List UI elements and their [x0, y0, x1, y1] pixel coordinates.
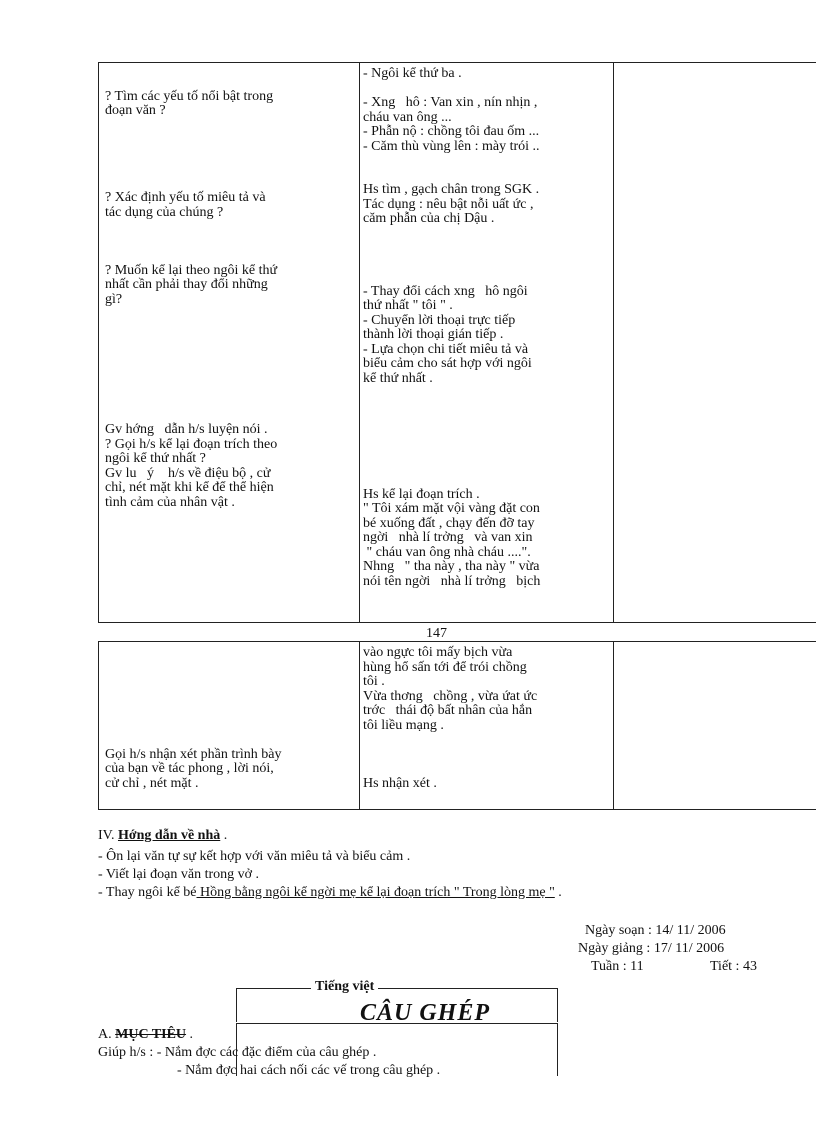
text-line: " cháu van ông nhà cháu ....".	[363, 544, 531, 560]
text-line	[105, 380, 277, 395]
text-line: biểu cảm cho sát hợp với ngôi	[363, 356, 532, 371]
homework-item: - Viết lại đoạn văn trong vở .	[98, 867, 260, 882]
text-line	[363, 430, 540, 445]
text-line: tình cảm của nhân vật .	[105, 494, 235, 510]
text-line	[363, 459, 540, 474]
text-line: của bạn về tác phong , lời nói,	[105, 761, 274, 776]
text-line: Hs tìm , gạch chân trong SGK .	[363, 182, 540, 197]
text-line	[105, 646, 282, 661]
text-line: tôi liều mạng .	[363, 717, 444, 733]
text-line: bé xuống đất , chạy đến đỡ tay	[363, 515, 535, 531]
text-line	[105, 704, 282, 719]
objective-item: - Nắm đợc hai cách nối các vế trong câu ghép .	[177, 1063, 441, 1078]
text-line: Tác dụng : nêu bật nỗi uất ức ,	[363, 196, 534, 212]
text-line: - Xng hô : Van xin , nín nhịn ,	[363, 95, 538, 110]
text-line: vào ngực tôi mấy bịch vừa	[363, 645, 513, 660]
text-line	[363, 227, 540, 242]
student-activity-text	[363, 646, 537, 791]
text-line: thứ nhất " tôi " .	[363, 298, 453, 313]
text-line: Nhng " tha này , tha này " vừa	[363, 559, 540, 574]
text-line	[363, 748, 537, 763]
text-line	[105, 75, 277, 90]
text-line: thành lời thoại gián tiếp .	[363, 327, 504, 342]
homework-item: - Thay ngôi kể bé Hồng bằng ngôi kể ngời mẹ kể lại đoạn trích " Trong lòng mẹ " .	[98, 885, 562, 900]
text-line: - Phẫn nộ : chồng tôi đau ốm ...	[363, 124, 540, 139]
text-line: gì?	[105, 291, 123, 307]
text-line: ? Gọi h/s kể lại đoạn trích theo	[105, 436, 278, 452]
text-line	[105, 119, 277, 134]
teacher-activity-text	[105, 75, 277, 510]
subject-label: Tiếng việt	[311, 979, 378, 995]
text-line	[105, 733, 282, 748]
text-line: - Thay đổi cách xng hô ngôi	[363, 283, 528, 299]
text-line	[363, 82, 540, 97]
text-line	[363, 473, 540, 488]
text-line	[105, 249, 277, 264]
text-line	[363, 241, 540, 256]
activity-table-1	[98, 62, 816, 623]
text-line: " Tôi xám mặt vội vàng đặt con	[363, 501, 540, 516]
objectives-heading: A. MỤC TIÊU .	[98, 1027, 194, 1042]
text-line: - Ngôi kể thứ ba .	[363, 66, 462, 81]
text-line	[105, 365, 277, 380]
text-line: Hs kể lại đoạn trích .	[363, 486, 480, 502]
text-line	[105, 322, 277, 337]
text-line: - Căm thù vùng lên : mày trói ..	[363, 138, 540, 154]
text-line	[363, 762, 537, 777]
text-line	[363, 415, 540, 430]
text-line: chỉ, nét mặt khi kể để thể hiện	[105, 480, 274, 495]
text-line	[105, 220, 277, 235]
date-prepared: Ngày soạn : 14/ 11/ 2006	[585, 923, 726, 938]
lesson-title: CÂU GHÉP	[360, 1000, 491, 1026]
text-line: ? Tìm các yếu tố nổi bật trong	[105, 88, 274, 104]
text-line	[105, 177, 277, 192]
student-activity-column	[360, 642, 614, 809]
student-activity-text	[363, 67, 540, 589]
text-line: - Lựa chọn chi tiết miêu tả và	[363, 341, 529, 357]
text-line	[363, 401, 540, 416]
homework-heading: IV. Hớng dẫn về nhà .	[98, 828, 228, 843]
text-line	[105, 675, 282, 690]
text-line: Hs nhận xét .	[363, 775, 437, 791]
teacher-activity-column	[99, 642, 360, 809]
text-line: ngời nhà lí trởng và van xin	[363, 530, 533, 545]
text-line	[105, 336, 277, 351]
notes-column	[614, 642, 816, 809]
text-line	[105, 719, 282, 734]
text-line	[105, 235, 277, 250]
text-line: - Chuyển lời thoại trực tiếp	[363, 312, 516, 328]
text-line: trớc thái độ bất nhân của hắn	[363, 703, 533, 718]
text-line: Gv hớng dẫn h/s luyện nói .	[105, 422, 268, 437]
activity-table-2	[98, 641, 816, 810]
date-taught: Ngày giảng : 17/ 11/ 2006	[578, 941, 725, 956]
week-number: Tuần : 11	[591, 959, 644, 974]
text-line	[105, 690, 282, 705]
text-line: hùng hổ sấn tới để trói chồng	[363, 659, 527, 675]
page-number: 147	[426, 626, 447, 641]
notes-column	[614, 63, 816, 622]
text-line	[363, 733, 537, 748]
text-line	[105, 148, 277, 163]
text-line	[363, 169, 540, 184]
homework-item: - Ôn lại văn tự sự kết hợp với văn miêu tả và biểu cảm .	[98, 849, 411, 864]
text-line: kể thứ nhất .	[363, 370, 433, 386]
text-line	[105, 409, 277, 424]
text-line	[105, 133, 277, 148]
text-line: cử chỉ , nét mặt .	[105, 775, 199, 791]
text-line	[105, 394, 277, 409]
text-line: Vừa thơng chồng , vừa ứat ức	[363, 688, 538, 704]
text-line: cháu van ông ...	[363, 109, 452, 125]
text-line	[363, 256, 540, 271]
text-line	[105, 307, 277, 322]
text-line: Gọi h/s nhận xét phần trình bày	[105, 746, 282, 762]
text-line: nhất cần phải thay đổi những	[105, 277, 268, 292]
objective-item: Giúp h/s : - Nắm đợc các đặc điểm của câu ghép .	[98, 1045, 377, 1060]
text-line: ? Muốn kể lại theo ngôi kể thứ	[105, 262, 278, 278]
text-line: ? Xác định yếu tố miêu tả và	[105, 190, 266, 205]
text-line	[105, 162, 277, 177]
period-number: Tiết : 43	[710, 959, 757, 974]
text-line	[363, 444, 540, 459]
student-activity-column	[360, 63, 614, 622]
text-line	[363, 154, 540, 169]
text-line	[105, 661, 282, 676]
text-line: nói tên ngời nhà lí trởng bịch	[363, 573, 541, 589]
text-line: đoạn văn ?	[105, 103, 166, 118]
text-line: Gv lu ý h/s về điệu bộ , cử	[105, 465, 271, 481]
text-line	[363, 386, 540, 401]
text-line	[105, 351, 277, 366]
text-line: căm phẫn của chị Dậu .	[363, 211, 495, 226]
text-line: tôi .	[363, 674, 385, 689]
text-line: ngôi kể thứ nhất ?	[105, 451, 206, 466]
text-line: tác dụng của chúng ?	[105, 204, 224, 220]
text-line	[363, 270, 540, 285]
teacher-activity-text	[105, 646, 282, 791]
teacher-activity-column	[99, 63, 360, 622]
